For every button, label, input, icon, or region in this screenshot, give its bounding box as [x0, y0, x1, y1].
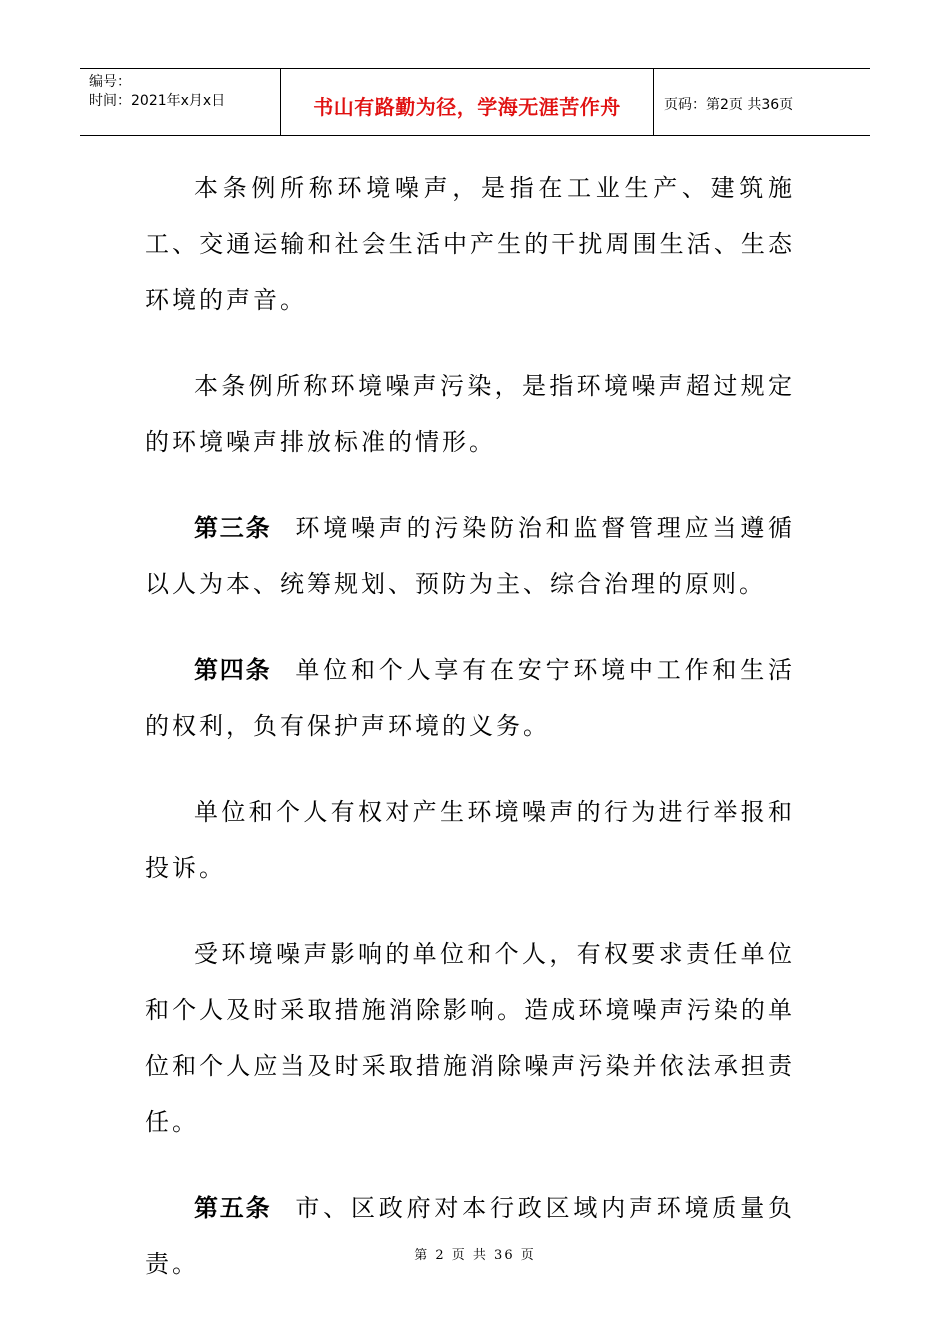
page-footer: [0, 1244, 950, 1263]
article-paragraph: [145, 1180, 795, 1292]
paragraph-text: 环境噪声的污染防治和监督管理应当遵循以人为本、统筹规划、预防为主、综合治理的原则。: [145, 514, 796, 598]
motto-text: 书山有路勤为径，学海无涯苦作舟: [313, 94, 621, 119]
article-title: 第五条: [194, 1194, 272, 1222]
footer-page-number: 第 2 页 共 36 页: [414, 1248, 536, 1263]
article-title: 第三条: [194, 514, 272, 542]
paragraph-text: 单位和个人享有在安宁环境中工作和生活的权利，负有保护声环境的义务。: [145, 656, 796, 740]
page-info: 页码：第2页 共36页: [664, 97, 794, 113]
paragraph-text: 市、区政府对本行政区域内声环境质量负责。: [145, 1194, 796, 1278]
paragraph: [145, 926, 795, 1150]
header-page-cell: [654, 69, 870, 135]
paragraph: [145, 358, 795, 470]
article-paragraph: [145, 642, 795, 754]
number-label: 编号：: [89, 74, 131, 90]
paragraph-text: 本条例所称环境噪声，是指在工业生产、建筑施工、交通运输和社会生活中产生的干扰周围生活、生态环境的声音。: [145, 174, 795, 314]
paragraph-text: 受环境噪声影响的单位和个人，有权要求责任单位和个人及时采取措施消除影响。造成环境噪声污染的单位和个人应当及时采取措施消除噪声污染并依法承担责任。: [145, 940, 795, 1136]
document-body: [145, 160, 795, 1322]
article-paragraph: [145, 500, 795, 612]
paragraph-text: 本条例所称环境噪声污染，是指环境噪声超过规定的环境噪声排放标准的情形。: [145, 372, 795, 456]
header-motto-cell: [281, 69, 654, 135]
paragraph: [145, 784, 795, 896]
paragraph-text: 单位和个人有权对产生环境噪声的行为进行举报和投诉。: [145, 798, 795, 882]
document-header: [80, 68, 870, 136]
article-title: 第四条: [194, 656, 272, 684]
paragraph: [145, 160, 795, 328]
header-meta: [80, 69, 281, 135]
date-label: 时间：2021年x月x日: [89, 93, 226, 109]
